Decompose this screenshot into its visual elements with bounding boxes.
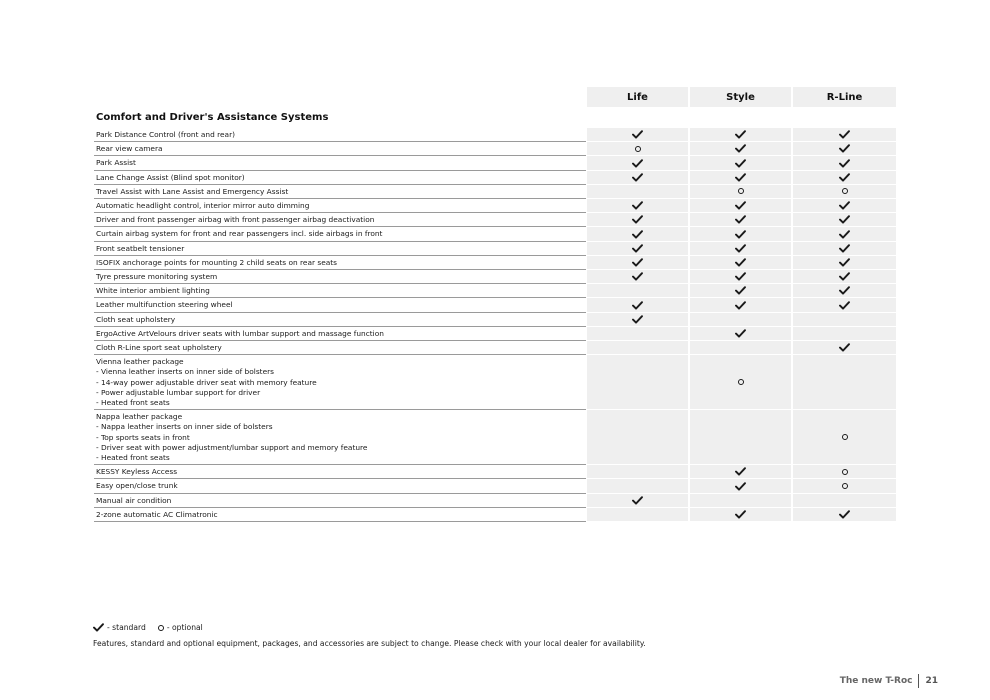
cell-style bbox=[690, 284, 791, 298]
check-icon bbox=[839, 272, 850, 281]
footer-divider bbox=[918, 674, 919, 688]
cell-r-line bbox=[793, 199, 896, 213]
cell-life bbox=[587, 479, 688, 493]
cell-r-line bbox=[793, 284, 896, 298]
check-icon bbox=[632, 315, 643, 324]
check-icon bbox=[839, 173, 850, 182]
cell-style bbox=[690, 327, 791, 341]
feature-label: Park Distance Control (front and rear) bbox=[94, 128, 586, 142]
check-icon bbox=[839, 230, 850, 239]
cell-r-line bbox=[793, 256, 896, 270]
cell-r-line bbox=[793, 494, 896, 508]
cell-life bbox=[587, 185, 688, 199]
cell-r-line bbox=[793, 465, 896, 479]
table-row bbox=[94, 156, 896, 170]
table-row bbox=[94, 327, 896, 341]
cell-style bbox=[690, 341, 791, 355]
check-icon bbox=[735, 244, 746, 253]
cell-style bbox=[690, 213, 791, 227]
cell-style bbox=[690, 270, 791, 284]
disclaimer: Features, standard and optional equipment, packages, and accessories are subject to change. Please check with your local dealer for availability. bbox=[93, 639, 646, 648]
cell-life bbox=[587, 410, 688, 465]
cell-life bbox=[587, 227, 688, 241]
feature-label: White interior ambient lighting bbox=[94, 284, 586, 298]
table-row bbox=[94, 142, 896, 156]
table-row bbox=[94, 355, 896, 410]
cell-r-line bbox=[793, 185, 896, 199]
table-row bbox=[94, 494, 896, 508]
check-icon bbox=[632, 173, 643, 182]
check-icon bbox=[735, 201, 746, 210]
feature-label: Curtain airbag system for front and rear passengers incl. side airbags in front bbox=[94, 227, 586, 241]
column-header-life: Life bbox=[587, 87, 688, 107]
cell-r-line bbox=[793, 171, 896, 185]
feature-label: Tyre pressure monitoring system bbox=[94, 270, 586, 284]
check-icon bbox=[735, 130, 746, 139]
check-icon bbox=[735, 510, 746, 519]
table-row bbox=[94, 171, 896, 185]
cell-r-line bbox=[793, 313, 896, 327]
circle-icon bbox=[158, 625, 164, 631]
circle-icon bbox=[842, 434, 848, 440]
table-row bbox=[94, 256, 896, 270]
cell-style bbox=[690, 465, 791, 479]
circle-icon bbox=[842, 188, 848, 194]
check-icon bbox=[839, 130, 850, 139]
cell-style bbox=[690, 479, 791, 493]
feature-label: Automatic headlight control, interior mirror auto dimming bbox=[94, 199, 586, 213]
check-icon bbox=[632, 201, 643, 210]
cell-life bbox=[587, 270, 688, 284]
cell-style bbox=[690, 313, 791, 327]
check-icon bbox=[735, 301, 746, 310]
cell-r-line bbox=[793, 355, 896, 410]
table-row bbox=[94, 341, 896, 355]
check-icon bbox=[632, 258, 643, 267]
check-icon bbox=[632, 272, 643, 281]
check-icon bbox=[839, 301, 850, 310]
feature-label: ErgoActive ArtVelours driver seats with lumbar support and massage function bbox=[94, 327, 586, 341]
feature-label: Cloth seat upholstery bbox=[94, 313, 586, 327]
cell-r-line bbox=[793, 270, 896, 284]
table-row bbox=[94, 242, 896, 256]
check-icon bbox=[735, 286, 746, 295]
cell-style bbox=[690, 128, 791, 142]
cell-r-line bbox=[793, 156, 896, 170]
page-number: 21 bbox=[925, 676, 938, 686]
cell-r-line bbox=[793, 327, 896, 341]
feature-label: ISOFIX anchorage points for mounting 2 child seats on rear seats bbox=[94, 256, 586, 270]
feature-label: Manual air condition bbox=[94, 494, 586, 508]
feature-label: Leather multifunction steering wheel bbox=[94, 298, 586, 312]
table-row bbox=[94, 284, 896, 298]
cell-r-line bbox=[793, 479, 896, 493]
page-footer bbox=[840, 674, 938, 688]
cell-r-line bbox=[793, 142, 896, 156]
column-header-r-line: R-Line bbox=[793, 87, 896, 107]
cell-life bbox=[587, 199, 688, 213]
cell-style bbox=[690, 508, 791, 522]
cell-life bbox=[587, 242, 688, 256]
cell-style bbox=[690, 156, 791, 170]
feature-label: Lane Change Assist (Blind spot monitor) bbox=[94, 171, 586, 185]
cell-r-line bbox=[793, 341, 896, 355]
check-icon bbox=[735, 215, 746, 224]
legend bbox=[93, 623, 203, 632]
table-row bbox=[94, 185, 896, 199]
cell-r-line bbox=[793, 227, 896, 241]
feature-label: Rear view camera bbox=[94, 142, 586, 156]
check-icon bbox=[839, 244, 850, 253]
cell-life bbox=[587, 465, 688, 479]
cell-style bbox=[690, 298, 791, 312]
cell-r-line bbox=[793, 213, 896, 227]
cell-r-line bbox=[793, 128, 896, 142]
table-row bbox=[94, 479, 896, 493]
check-icon bbox=[632, 301, 643, 310]
cell-life bbox=[587, 327, 688, 341]
table-row bbox=[94, 298, 896, 312]
check-icon bbox=[735, 144, 746, 153]
check-icon bbox=[839, 286, 850, 295]
table-row bbox=[94, 410, 896, 465]
check-icon bbox=[735, 329, 746, 338]
table-row bbox=[94, 508, 896, 522]
legend-standard-label: - standard bbox=[107, 623, 146, 632]
cell-r-line bbox=[793, 298, 896, 312]
table-row bbox=[94, 270, 896, 284]
feature-label: Vienna leather package - Vienna leather inserts on inner side of bolsters - 14-way power adjustable driver seat with memory feature - Power adjustable lumbar support for driver - Heated front seats bbox=[94, 355, 586, 410]
check-icon bbox=[735, 258, 746, 267]
feature-table bbox=[94, 128, 896, 522]
check-icon bbox=[735, 159, 746, 168]
check-icon bbox=[839, 215, 850, 224]
check-icon bbox=[632, 159, 643, 168]
table-row bbox=[94, 128, 896, 142]
check-icon bbox=[632, 496, 643, 505]
check-icon bbox=[735, 467, 746, 476]
cell-r-line bbox=[793, 242, 896, 256]
check-icon bbox=[93, 623, 104, 632]
cell-style bbox=[690, 227, 791, 241]
feature-label: Easy open/close trunk bbox=[94, 479, 586, 493]
table-row bbox=[94, 213, 896, 227]
check-icon bbox=[735, 272, 746, 281]
cell-life bbox=[587, 313, 688, 327]
feature-label: Travel Assist with Lane Assist and Emergency Assist bbox=[94, 185, 586, 199]
check-icon bbox=[839, 159, 850, 168]
cell-life bbox=[587, 298, 688, 312]
check-icon bbox=[839, 510, 850, 519]
check-icon bbox=[839, 201, 850, 210]
cell-r-line bbox=[793, 508, 896, 522]
check-icon bbox=[735, 173, 746, 182]
table-row bbox=[94, 465, 896, 479]
feature-label: Nappa leather package - Nappa leather inserts on inner side of bolsters - Top sports seats in front - Driver seat with power adjustment/lumbar support and memory feature - Heated front seats bbox=[94, 410, 586, 465]
check-icon bbox=[632, 230, 643, 239]
feature-label: 2-zone automatic AC Climatronic bbox=[94, 508, 586, 522]
check-icon bbox=[632, 130, 643, 139]
cell-style bbox=[690, 185, 791, 199]
check-icon bbox=[839, 258, 850, 267]
cell-style bbox=[690, 171, 791, 185]
feature-label: Park Assist bbox=[94, 156, 586, 170]
feature-label: KESSY Keyless Access bbox=[94, 465, 586, 479]
cell-style bbox=[690, 242, 791, 256]
cell-life bbox=[587, 213, 688, 227]
table-row bbox=[94, 227, 896, 241]
check-icon bbox=[735, 482, 746, 491]
cell-life bbox=[587, 142, 688, 156]
circle-icon bbox=[635, 146, 641, 152]
cell-style bbox=[690, 494, 791, 508]
circle-icon bbox=[738, 188, 744, 194]
table-row bbox=[94, 199, 896, 213]
check-icon bbox=[839, 144, 850, 153]
cell-life bbox=[587, 355, 688, 410]
cell-style bbox=[690, 199, 791, 213]
column-header-style: Style bbox=[690, 87, 791, 107]
circle-icon bbox=[738, 379, 744, 385]
cell-life bbox=[587, 494, 688, 508]
check-icon bbox=[839, 343, 850, 352]
feature-label: Front seatbelt tensioner bbox=[94, 242, 586, 256]
cell-life bbox=[587, 156, 688, 170]
cell-life bbox=[587, 128, 688, 142]
cell-life bbox=[587, 508, 688, 522]
cell-style bbox=[690, 355, 791, 410]
cell-style bbox=[690, 256, 791, 270]
cell-life bbox=[587, 341, 688, 355]
footer-title: The new T-Roc bbox=[839, 676, 913, 686]
legend-optional-label: - optional bbox=[166, 623, 203, 632]
cell-life bbox=[587, 284, 688, 298]
feature-label: Cloth R-Line sport seat upholstery bbox=[94, 341, 586, 355]
circle-icon bbox=[842, 483, 848, 489]
cell-style bbox=[690, 410, 791, 465]
cell-style bbox=[690, 142, 791, 156]
check-icon bbox=[632, 244, 643, 253]
cell-life bbox=[587, 256, 688, 270]
table-row bbox=[94, 313, 896, 327]
section-title: Comfort and Driver's Assistance Systems bbox=[96, 112, 329, 123]
cell-life bbox=[587, 171, 688, 185]
circle-icon bbox=[842, 469, 848, 475]
feature-label: Driver and front passenger airbag with front passenger airbag deactivation bbox=[94, 213, 586, 227]
check-icon bbox=[735, 230, 746, 239]
check-icon bbox=[632, 215, 643, 224]
cell-r-line bbox=[793, 410, 896, 465]
